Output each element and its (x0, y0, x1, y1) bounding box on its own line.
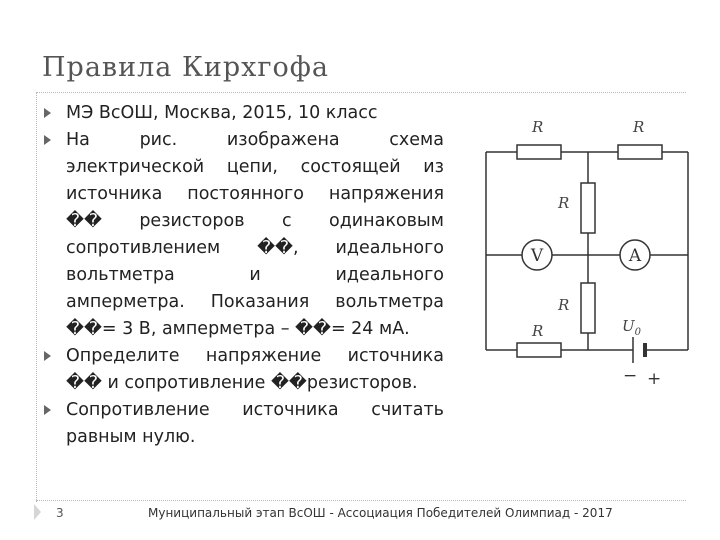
bullet-line (66, 262, 444, 289)
word: напряжения (328, 184, 444, 204)
bullet-line (66, 289, 444, 316)
word: идеального (335, 238, 444, 258)
bullet-item (44, 397, 444, 451)
bullet-line (66, 235, 444, 262)
resistor-bottom-left (517, 343, 561, 357)
word: источника (242, 400, 339, 420)
word: Показания (210, 292, 310, 312)
word: Сопротивление (66, 400, 210, 420)
bullet-arrow-icon (44, 351, 51, 361)
resistor-top-left (517, 145, 561, 159)
bullet-arrow-icon (44, 135, 51, 145)
resistor-label: R (558, 194, 570, 212)
source-subscript: 0 (634, 327, 642, 338)
voltmeter-label: V (530, 246, 544, 266)
circuit-diagram (470, 105, 705, 395)
resistor-label: R (532, 118, 544, 136)
left-divider (36, 92, 37, 502)
word: вольтметра (66, 265, 175, 285)
word: напряжение (205, 346, 322, 366)
ammeter-label: A (628, 246, 642, 266)
word: рис. (139, 130, 178, 150)
word: сопротивлением (66, 238, 221, 258)
word: На (66, 130, 90, 150)
resistor-label: R (633, 118, 645, 136)
source-symbol: U (622, 317, 635, 335)
bullet-line: МЭ ВсОШ, Москва, 2015, 10 класс (66, 103, 378, 123)
page-number: 3 (56, 506, 64, 520)
word: электрической (66, 157, 205, 177)
word: источника (347, 346, 444, 366)
bullet-list (44, 100, 444, 451)
footer-text: Муниципальный этап ВсОШ - Ассоциация Победителей Олимпиад - 2017 (148, 506, 613, 520)
bullet-arrow-icon (44, 108, 51, 118)
word: Определите (66, 346, 180, 366)
bullet-line: равным нулю. (66, 427, 196, 447)
source-label (622, 317, 642, 338)
word: из (423, 157, 444, 177)
word: считать (371, 400, 444, 420)
battery-icon (633, 337, 645, 363)
word: источника (66, 184, 163, 204)
resistor-top-right (618, 145, 662, 159)
bullet-line (66, 127, 444, 154)
word: состоящей (300, 157, 401, 177)
word: изображена (226, 130, 340, 150)
word: с (281, 211, 292, 231)
word: и (249, 265, 261, 285)
bullet-item (44, 127, 444, 343)
bullet-line (66, 397, 444, 424)
slide-title: Правила Кирхгофа (42, 52, 329, 83)
plus-sign: + (647, 369, 662, 389)
word: резисторов (139, 211, 245, 231)
page-marker-icon (34, 504, 41, 520)
bullet-line: ��= 3 В, амперметра – ��= 24 мА. (66, 319, 410, 339)
word: �� (66, 211, 102, 231)
bullet-item (44, 343, 444, 397)
word: амперметра. (66, 292, 185, 312)
bullet-line (66, 208, 444, 235)
word: идеального (335, 265, 444, 285)
bullet-line: �� и сопротивление ��резисторов. (66, 373, 418, 393)
word: одинаковым (329, 211, 444, 231)
minus-sign: − (623, 366, 638, 386)
bullet-item (44, 100, 444, 127)
footer-divider (36, 500, 686, 501)
title-divider (36, 92, 686, 93)
word: цепи, (226, 157, 278, 177)
resistor-middle-upper (581, 183, 595, 233)
resistor-label: R (532, 322, 544, 340)
bullet-arrow-icon (44, 405, 51, 415)
resistor-label: R (558, 296, 570, 314)
bullet-line (66, 343, 444, 370)
bullet-line (66, 181, 444, 208)
word: схема (389, 130, 444, 150)
word: ��, (257, 238, 299, 258)
word: постоянного (187, 184, 304, 204)
bullet-line (66, 154, 444, 181)
word: вольтметра (335, 292, 444, 312)
resistor-middle-lower (581, 283, 595, 333)
